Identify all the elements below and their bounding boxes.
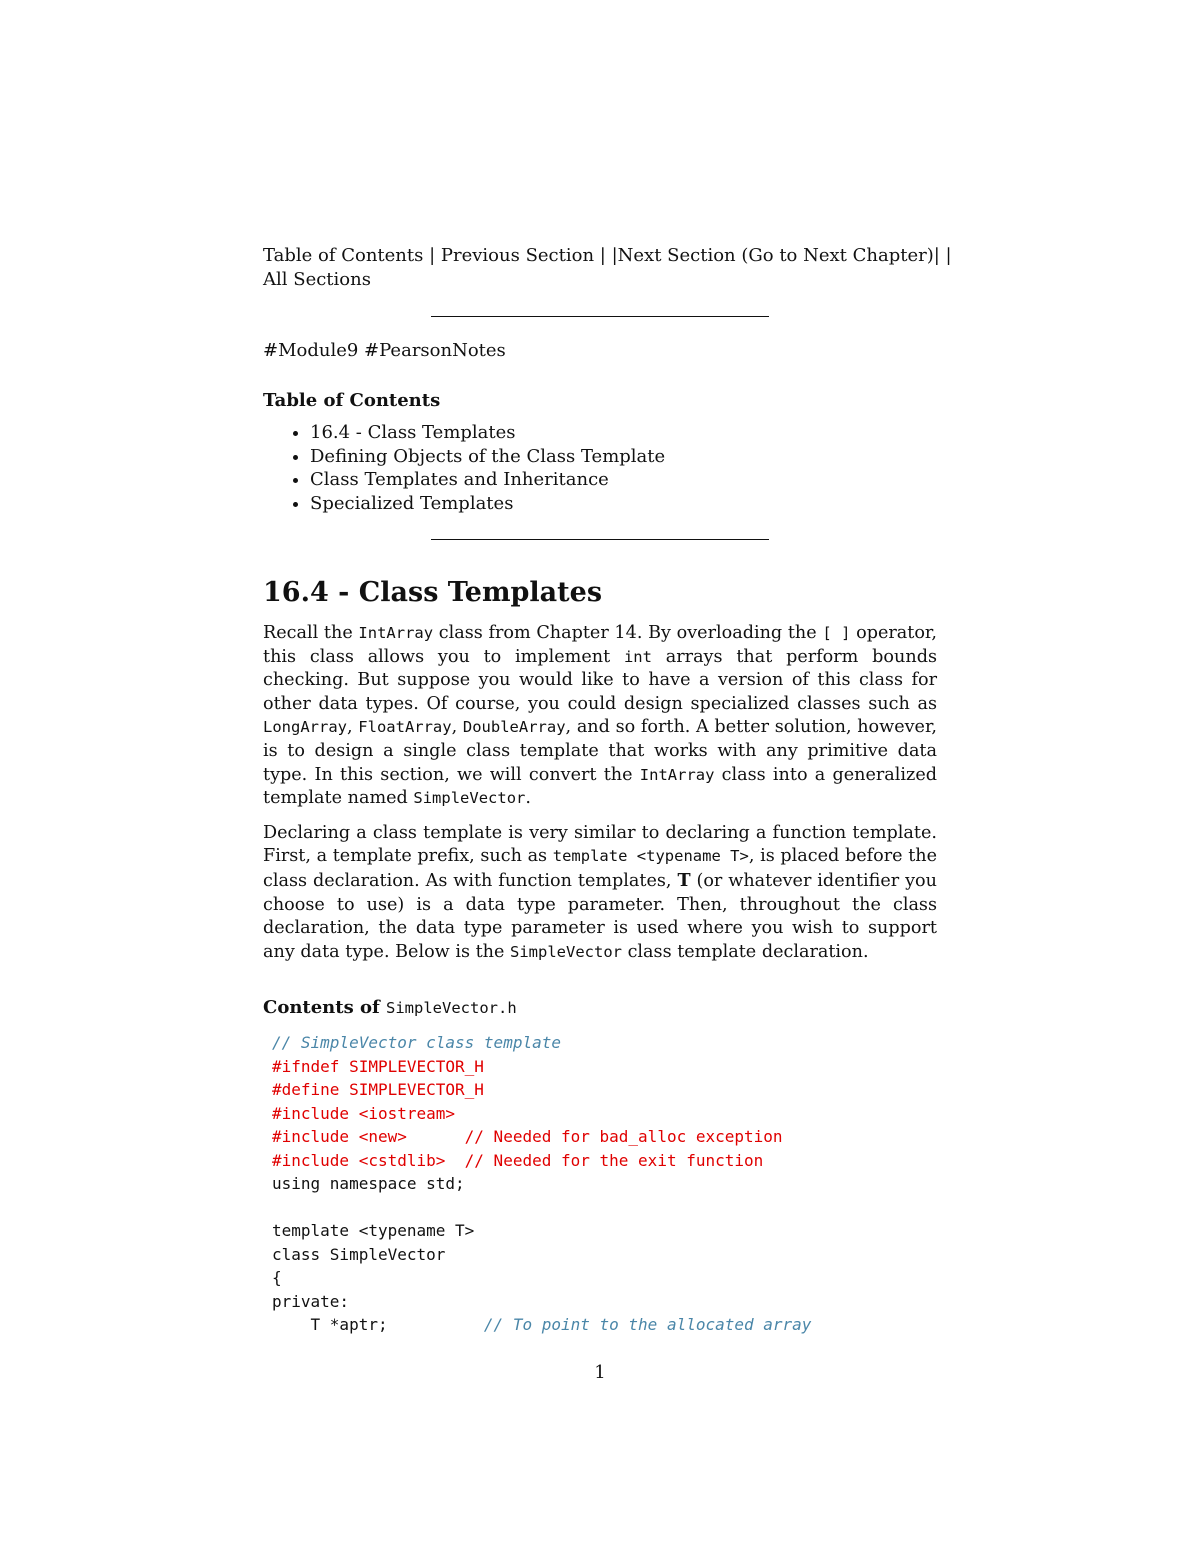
code-segment: // To point to the allocated array: [483, 1315, 812, 1335]
code-segment: private:: [272, 1291, 350, 1311]
document-page: [263, 244, 952, 1337]
section-navigation: [263, 244, 952, 292]
code-line: [272, 1221, 474, 1240]
code-file-title: Contents of SimpleVector.h: [263, 997, 517, 1019]
code-segment: using namespace std;: [272, 1174, 465, 1194]
code-segment: #include <cstdlib> // Needed for the exit function: [272, 1150, 764, 1170]
code-line: [272, 1245, 445, 1264]
horizontal-rule: [431, 539, 769, 540]
nav-separator: |: [423, 245, 441, 266]
code-line: [272, 1268, 282, 1287]
all-sections-link[interactable]: All Sections: [263, 269, 371, 290]
code-line: [272, 1057, 484, 1076]
code-line: [272, 1033, 561, 1052]
code-segment: #define SIMPLEVECTOR_H: [272, 1080, 484, 1100]
page-number: 1: [594, 1362, 606, 1383]
code-segment: template <typename T>: [272, 1221, 475, 1241]
previous-section-link[interactable]: Previous Section: [440, 245, 595, 266]
section-heading: 16.4 - Class Templates: [263, 577, 603, 608]
next-section-link[interactable]: Next Section (Go to Next Chapter): [617, 245, 934, 266]
paragraph-intro: Recall the IntArray class from Chapter 14. By overloading the [ ] operator, this class allows you to implement int arrays that perform bounds checking. But suppose you would like to have a version of this class for other data types. Of course, you could design specialized classes such as LongArray, FloatArray, DoubleArray, and so forth. A better solution, however, is to design a single class template that works with any primitive data type. In this section, we will convert the IntArray class into a generalized template named SimpleVector.: [263, 623, 938, 809]
toc-heading: Table of Contents: [263, 390, 441, 411]
toc-item[interactable]: • Specialized Templates: [310, 492, 937, 516]
toc-item[interactable]: • 16.4 - Class Templates: [310, 421, 937, 445]
toc-link[interactable]: Table of Contents: [263, 245, 424, 266]
nav-separator: | |: [933, 245, 952, 266]
code-line: [272, 1104, 455, 1123]
code-segment: {: [272, 1268, 282, 1288]
tags-line: #Module9 #PearsonNotes: [263, 340, 506, 361]
code-segment: #ifndef SIMPLEVECTOR_H: [272, 1056, 484, 1076]
code-segment: T *aptr;: [272, 1315, 484, 1335]
nav-separator: | |: [594, 245, 618, 266]
code-segment: #include <iostream>: [272, 1103, 456, 1123]
code-line: [272, 1080, 484, 1099]
toc-list: [263, 421, 937, 515]
toc-item[interactable]: • Class Templates and Inheritance: [310, 468, 937, 492]
code-line: [272, 1151, 763, 1170]
code-segment: // SimpleVector class template: [272, 1033, 561, 1053]
code-line: [272, 1174, 465, 1193]
horizontal-rule: [431, 316, 769, 317]
code-line: [272, 1292, 349, 1311]
toc-item[interactable]: • Defining Objects of the Class Template: [310, 445, 937, 469]
code-line: [272, 1315, 811, 1334]
code-segment: class SimpleVector: [272, 1244, 446, 1264]
code-segment: #include <new> // Needed for bad_alloc exception: [272, 1127, 783, 1147]
code-line: [272, 1127, 783, 1146]
code-block: [272, 1031, 937, 1337]
paragraph-declaring: Declaring a class template is very similar to declaring a function template. First, a template prefix, such as template <typename T>, is placed before the class declaration. As with function templates, T (or whatever identifier you choose to use) is a data type parameter. Then, throughout the class declaration, the data type parameter is used where you wish to support any data type. Below is the SimpleVector class template declaration.: [263, 822, 938, 962]
